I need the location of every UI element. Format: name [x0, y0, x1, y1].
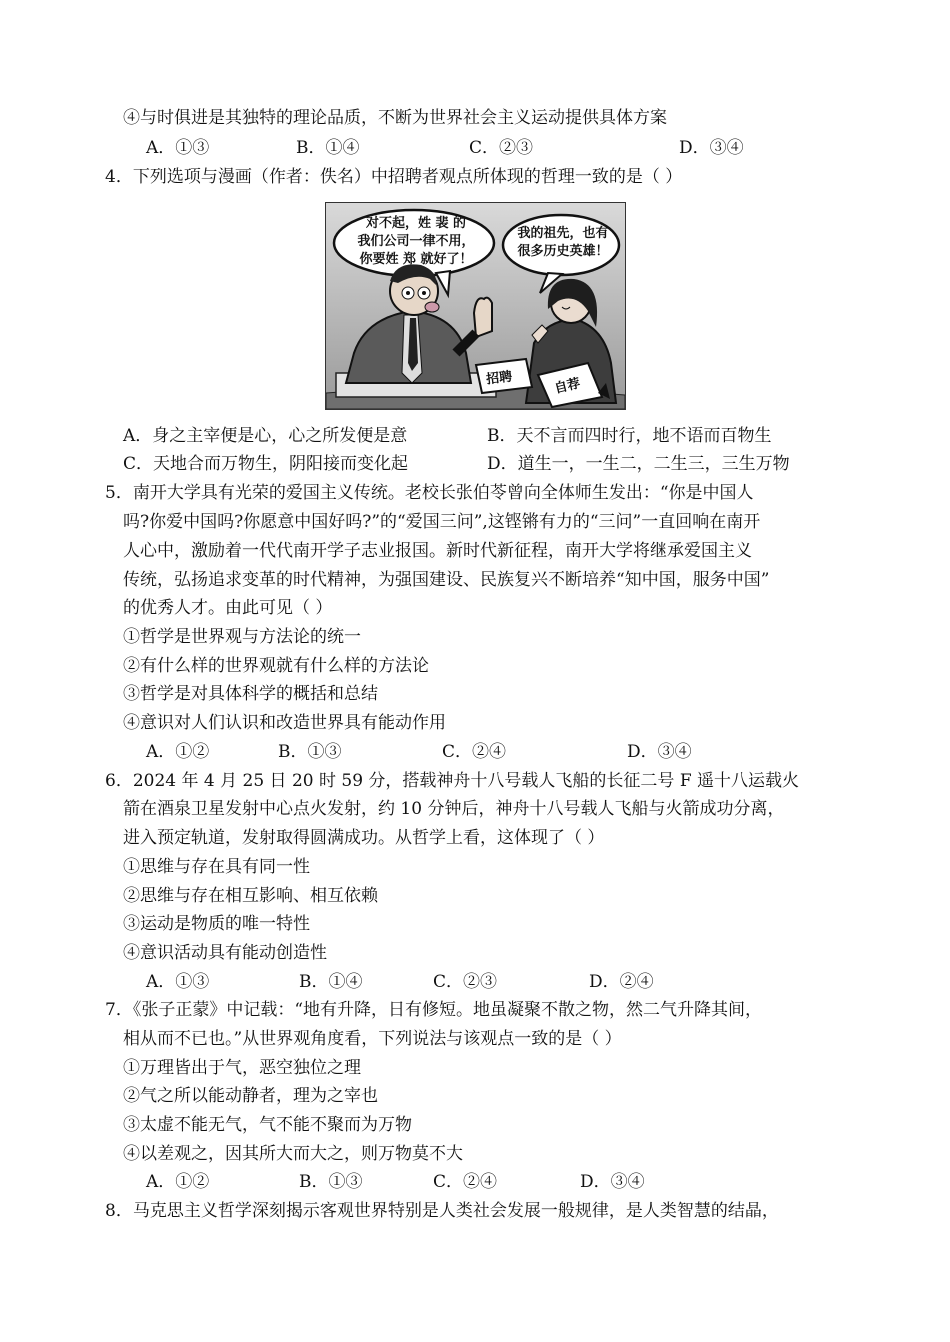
q6-line-1: 6．2024 年 4 月 25 日 20 时 59 分，搭载神舟十八号载人飞船的长征二号 F 遥十八运载火: [105, 771, 800, 791]
q4-option-b: B．天不言而四时行，地不语而百物生: [487, 426, 772, 446]
q7-line-2: 相从而不已也。”从世界观角度看，下列说法与该观点一致的是（ ）: [123, 1029, 622, 1049]
reply-bubble-line-2: 很多历史英雄！: [517, 244, 609, 259]
q5-statement-1: ①哲学是世界观与方法论的统一: [123, 627, 361, 647]
speech-bubble-line-3: 你要姓 郑 就好了！: [359, 252, 473, 267]
option-b: B．①④: [296, 138, 360, 158]
q7-statement-4: ④以差观之，因其所大而大之，则万物莫不大: [123, 1144, 463, 1164]
recruitment-sign: 招聘: [485, 369, 514, 388]
q6-option-c: C．②③: [433, 972, 498, 992]
q6-option-a: A．①③: [146, 972, 210, 992]
statement-4: ④与时俱进是其独特的理论品质，不断为世界社会主义运动提供具体方案: [123, 108, 667, 128]
question-4-stem: 4．下列选项与漫画（作者：佚名）中招聘者观点所体现的哲理一致的是（ ）: [105, 167, 683, 187]
q7-statement-1: ①万理皆出于气，恶空独位之理: [123, 1058, 361, 1078]
q5-option-c: C．②④: [442, 742, 507, 762]
q7-statement-3: ③太虚不能无气，气不能不聚而为万物: [123, 1115, 412, 1135]
q4-option-d: D．道生一，一生二，二生三，三生万物: [487, 454, 790, 474]
option-d: D．③④: [679, 138, 744, 158]
q5-line-4: 传统，弘扬追求变革的时代精神，为强国建设、民族复兴不断培养“知中国，服务中国”: [123, 570, 770, 590]
recruitment-cartoon: [325, 202, 626, 410]
q5-option-a: A．①②: [146, 742, 210, 762]
speech-bubble-line-2: 我们公司一律不用，: [357, 234, 475, 249]
q6-line-2: 箭在酒泉卫星发射中心点火发射，约 10 分钟后，神舟十八号载人飞船与火箭成功分离，: [123, 799, 785, 819]
q5-statement-4: ④意识对人们认识和改造世界具有能动作用: [123, 713, 446, 733]
q5-statement-3: ③哲学是对具体科学的概括和总结: [123, 684, 378, 704]
q6-option-b: B．①④: [299, 972, 363, 992]
q5-line-5: 的优秀人才。由此可见（ ）: [123, 598, 333, 618]
reply-bubble-line-1: 我的祖先，也有: [517, 226, 609, 241]
option-c: C．②③: [469, 138, 534, 158]
q7-line-1: 7．《张子正蒙》中记载：“地有升降，日有修短。地虽凝聚不散之物，然二气升降其间，: [105, 1000, 763, 1020]
q5-option-b: B．①③: [278, 742, 342, 762]
speech-bubble-line-1: 对不起，姓 裴 的: [365, 216, 467, 231]
q5-statement-2: ②有什么样的世界观就有什么样的方法论: [123, 656, 429, 676]
q8-line-1: 8．马克思主义哲学深刻揭示客观世界特别是人类社会发展一般规律，是人类智慧的结晶，: [105, 1201, 779, 1221]
q6-statement-4: ④意识活动具有能动创造性: [123, 943, 327, 963]
resume-paper: 自荐: [553, 376, 582, 397]
q6-statement-2: ②思维与存在相互影响、相互依赖: [123, 886, 378, 906]
q6-option-d: D．②④: [589, 972, 654, 992]
q7-option-b: B．①③: [299, 1172, 363, 1192]
q7-statement-2: ②气之所以能动静者，理为之宰也: [123, 1086, 378, 1106]
q5-line-1: 5．南开大学具有光荣的爱国主义传统。老校长张伯苓曾向全体师生发出：“你是中国人: [105, 483, 754, 503]
option-a: A．①③: [146, 138, 210, 158]
q5-line-2: 吗?你爱中国吗?你愿意中国好吗?”的“爱国三问”,这铿锵有力的“三问”一直回响在南开: [123, 512, 761, 532]
q5-line-3: 人心中，激励着一代代南开学子志业报国。新时代新征程，南开大学将继承爱国主义: [123, 541, 752, 561]
q7-option-c: C．②④: [433, 1172, 498, 1192]
q6-statement-1: ①思维与存在具有同一性: [123, 857, 310, 877]
q4-option-c: C．天地合而万物生，阴阳接而变化起: [123, 454, 409, 474]
q7-option-a: A．①②: [146, 1172, 210, 1192]
q7-option-d: D．③④: [580, 1172, 645, 1192]
q6-line-3: 进入预定轨道，发射取得圆满成功。从哲学上看，这体现了（ ）: [123, 828, 605, 848]
q5-option-d: D．③④: [627, 742, 692, 762]
q6-statement-3: ③运动是物质的唯一特性: [123, 914, 310, 934]
q4-option-a: A．身之主宰便是心，心之所发便是意: [123, 426, 408, 446]
